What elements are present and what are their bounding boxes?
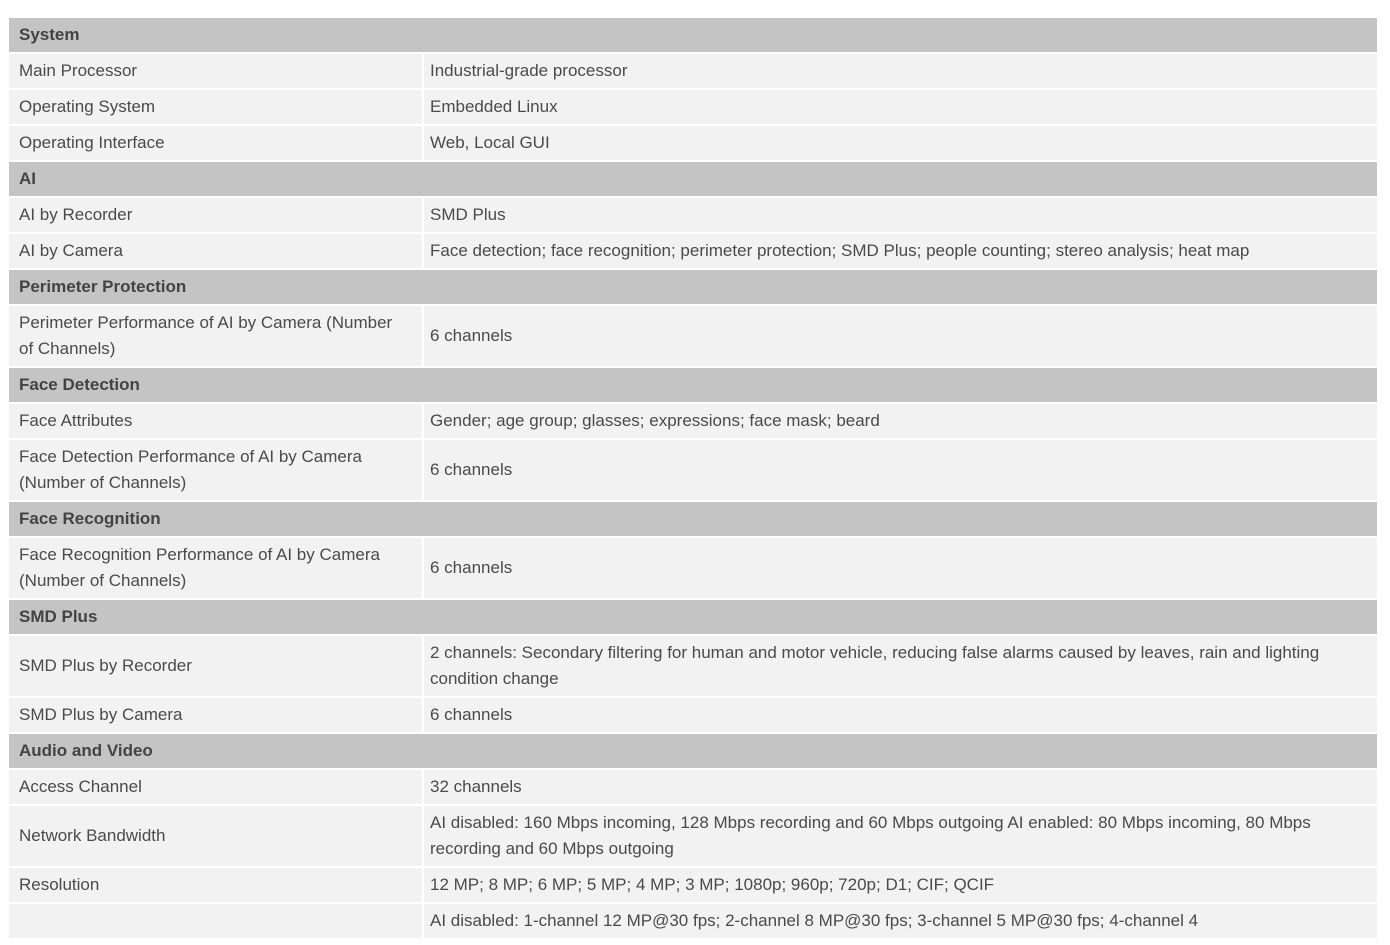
spec-value-cell: 2 channels: Secondary filtering for human and motor vehicle, reducing false alarms caused by leaves, rain and lighting condition change (424, 636, 1377, 696)
spec-value-cell: 6 channels (424, 306, 1377, 366)
spec-value-cell: Embedded Linux (424, 90, 1377, 124)
spec-label-cell: Face Detection Performance of AI by Camera (Number of Channels) (9, 440, 422, 500)
section-header-face-detection: Face Detection (9, 368, 1377, 402)
spec-row (9, 698, 1377, 732)
section-header-perimeter-protection: Perimeter Protection (9, 270, 1377, 304)
section-header-smd-plus: SMD Plus (9, 600, 1377, 634)
spec-label-cell: SMD Plus by Recorder (9, 636, 422, 696)
spec-row (9, 234, 1377, 268)
spec-row (9, 538, 1377, 598)
spec-row (9, 54, 1377, 88)
spec-row (9, 636, 1377, 696)
spec-value-cell: SMD Plus (424, 198, 1377, 232)
spec-row (9, 198, 1377, 232)
spec-label-cell: Network Bandwidth (9, 806, 422, 866)
section-header-system: System (9, 18, 1377, 52)
spec-row (9, 904, 1377, 938)
spec-label-cell (9, 904, 422, 938)
section-header-face-recognition: Face Recognition (9, 502, 1377, 536)
spec-value-cell: Web, Local GUI (424, 126, 1377, 160)
section-header-ai: AI (9, 162, 1377, 196)
spec-value-cell: 6 channels (424, 698, 1377, 732)
spec-value-cell: 6 channels (424, 538, 1377, 598)
spec-label-cell: Operating System (9, 90, 422, 124)
spec-value-cell: AI disabled: 1-channel 12 MP@30 fps; 2-channel 8 MP@30 fps; 3-channel 5 MP@30 fps; 4-channel 4 (424, 904, 1377, 938)
spec-value-cell: Industrial-grade processor (424, 54, 1377, 88)
spec-label-cell: Access Channel (9, 770, 422, 804)
spec-row (9, 404, 1377, 438)
section-header-audio-and-video: Audio and Video (9, 734, 1377, 768)
spec-row (9, 806, 1377, 866)
spec-label-cell: Face Attributes (9, 404, 422, 438)
spec-value-cell: AI disabled: 160 Mbps incoming, 128 Mbps recording and 60 Mbps outgoing AI enabled: 80 Mbps incoming, 80 Mbps recording and 60 Mbps outgoing (424, 806, 1377, 866)
spec-label-cell: AI by Recorder (9, 198, 422, 232)
spec-value-cell: 12 MP; 8 MP; 6 MP; 5 MP; 4 MP; 3 MP; 1080p; 960p; 720p; D1; CIF; QCIF (424, 868, 1377, 902)
spec-label-cell: Resolution (9, 868, 422, 902)
spec-value-cell: Gender; age group; glasses; expressions; face mask; beard (424, 404, 1377, 438)
specification-table (9, 18, 1377, 940)
spec-row (9, 90, 1377, 124)
spec-row (9, 868, 1377, 902)
spec-value-cell: Face detection; face recognition; perimeter protection; SMD Plus; people counting; stereo analysis; heat map (424, 234, 1377, 268)
spec-row (9, 306, 1377, 366)
spec-row (9, 126, 1377, 160)
spec-label-cell: Operating Interface (9, 126, 422, 160)
spec-label-cell: SMD Plus by Camera (9, 698, 422, 732)
spec-row (9, 770, 1377, 804)
spec-label-cell: Main Processor (9, 54, 422, 88)
spec-label-cell: Perimeter Performance of AI by Camera (Number of Channels) (9, 306, 422, 366)
spec-value-cell: 6 channels (424, 440, 1377, 500)
spec-label-cell: Face Recognition Performance of AI by Camera (Number of Channels) (9, 538, 422, 598)
spec-label-cell: AI by Camera (9, 234, 422, 268)
spec-value-cell: 32 channels (424, 770, 1377, 804)
spec-row (9, 440, 1377, 500)
